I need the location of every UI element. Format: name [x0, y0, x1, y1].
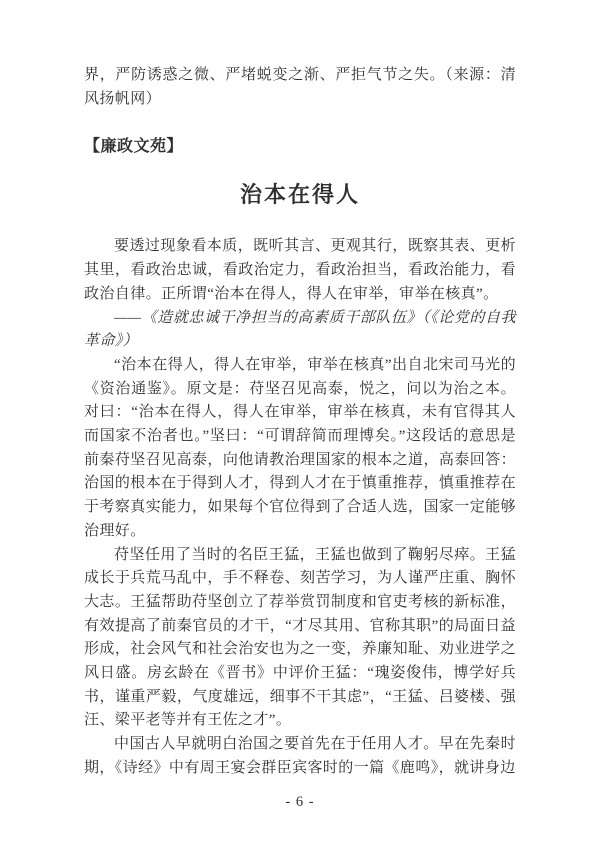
article-title: 治本在得人: [239, 182, 360, 208]
article-paragraph: 中国古人早就明白治国之要首先在于任用人才。早在先秦时期，《诗经》中有周王宴会群臣宾客时的一篇《鹿鸣》，就讲身边: [84, 736, 516, 776]
article-paragraph: 苻坚任用了当时的名臣王猛，王猛也做到了鞠躬尽瘁。王猛成长于兵荒马乱中，手不释卷、刻苦学习，为人谨严庄重、胸怀大志。王猛帮助苻坚创立了荐举赏罚制度和官吏考核的新标准，有效提高了前秦官员的才干，“才尽其用、官称其职”的局面日益形成，社会风气和社会治安也为之一变，养廉知耻、劝业进学之风日盛。房玄龄在《晋书》中评价王猛：“瑰姿俊伟，博学好兵书，谨重严毅，气度雄远，细事不干其虑”，“王猛、吕婆楼、强汪、梁平老等并有王佐之才”。: [84, 546, 516, 729]
article-paragraph: “治本在得人，得人在审举，审举在核真”出自北宋司马光的《资治通鉴》。原文是：苻坚召见高泰，悦之，问以为治之本。对曰：“治本在得人，得人在审举，审举在核真，未有官得其人而国家不治者也。”坚曰：“可谓辞简而理博矣。”这段话的意思是前秦苻坚召见高泰，向他请教治理国家的根本之道，高泰回答：治国的根本在于得到人才，得到人才在于慎重推荐，慎重推荐在于考察真实能力，如果每个官位得到了合适人选，国家一定能够治理好。: [84, 356, 516, 539]
section-header: 【廉政文苑】: [84, 138, 184, 156]
attribution-paragraph: ——《造就忠诚干净担当的高素质干部队伍》（《论党的自我革命》）: [84, 309, 516, 350]
continuation-paragraph: 界，严防诱惑之微、严堵蜕变之渐、严拒气节之失。（来源：清风扬帆网）: [84, 67, 516, 107]
article-paragraph: 要透过现象看本质，既听其言、更观其行，既察其表、更析其里，看政治忠诚，看政治定力，看政治担当，看政治能力，看政治自律。正所谓“治本在得人，得人在审举，审举在核真”。: [84, 238, 516, 302]
page-number: - 6 -: [285, 794, 315, 810]
